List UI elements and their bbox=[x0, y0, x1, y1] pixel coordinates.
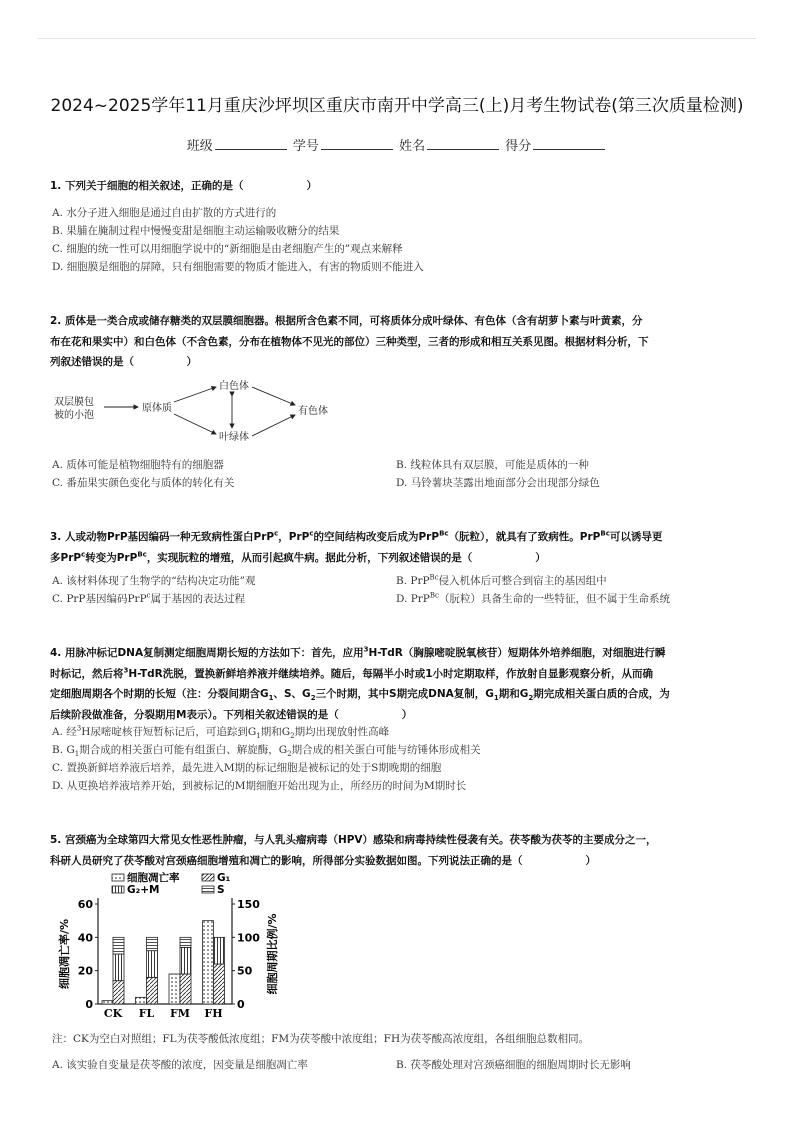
q4-stem bbox=[50, 643, 744, 725]
y-tick-label-left: 0 bbox=[85, 998, 93, 1011]
diagram-arrows bbox=[52, 378, 352, 446]
top-rule bbox=[38, 38, 756, 39]
text: 期和G bbox=[498, 688, 529, 700]
text: 期合成的相关蛋白可能有组蛋白、解旋酶，G bbox=[79, 744, 288, 756]
legend-label: G₁ bbox=[217, 872, 231, 884]
field-id-blank[interactable] bbox=[321, 137, 393, 150]
field-class-blank[interactable] bbox=[215, 137, 287, 150]
chart-axes bbox=[57, 898, 279, 1020]
q5-chart-note: 注：CK为空白对照组；FL为茯苓酸低浓度组；FM为茯苓酸中浓度组；FH为茯苓酸高浓度组，各组细胞总数相同。 bbox=[52, 1033, 590, 1045]
apoptosis-cellcycle-chart bbox=[54, 872, 284, 1022]
sup: Bc bbox=[429, 573, 439, 582]
text: 3. 人或动物PrP基因编码一种无致病性蛋白PrP bbox=[50, 531, 275, 543]
q5-option-a[interactable]: A. 该实验自变量是茯苓酸的浓度，因变量是细胞凋亡率 bbox=[52, 1059, 308, 1071]
text: A. 经 bbox=[52, 726, 77, 738]
bar-stack-FH bbox=[214, 964, 225, 1004]
bar-stack-FL bbox=[147, 951, 158, 978]
text: H-TdR（胸腺嘧啶脱氧核苷）短期体外培养细胞，对细胞进行瞬 bbox=[368, 647, 666, 659]
arrow-proplastid-to-chloroplast bbox=[174, 414, 216, 434]
sub: 2 bbox=[310, 694, 316, 703]
bar-stack-CK bbox=[113, 937, 124, 954]
legend-swatch bbox=[202, 886, 214, 893]
text: 期合成的相关蛋白可能与纺锤体形成相关 bbox=[291, 744, 481, 756]
bar-stack-FL bbox=[147, 977, 158, 1004]
q2-stem-line: 布在花和果实中）和白色体（不含色素，分布在植物体不见光的部位）三种类型，三者的形成和相互关系见图。根据材料分析，下 bbox=[50, 335, 649, 348]
q4-option-a[interactable] bbox=[52, 723, 389, 741]
sub: 1 bbox=[256, 732, 261, 741]
sup: Bc bbox=[429, 591, 439, 600]
q2-option-c[interactable]: C. 番茄果实颜色变化与质体的转化有关 bbox=[52, 477, 235, 489]
chart-bars bbox=[102, 921, 225, 1004]
field-name-label: 姓名 bbox=[399, 139, 426, 154]
field-score-blank[interactable] bbox=[533, 137, 605, 150]
legend-label: 细胞凋亡率 bbox=[127, 872, 180, 884]
bar-stack-CK bbox=[113, 981, 124, 1004]
q5-stem-line: 科研人员研究了茯苓酸对宫颈癌细胞增殖和凋亡的影响，所得部分实验数据如图。下列说法正确的是（ ） bbox=[50, 854, 596, 867]
bar-stack-FM bbox=[180, 937, 191, 947]
text: 属于基因的表达过程 bbox=[150, 593, 246, 605]
field-id-label: 学号 bbox=[292, 139, 319, 154]
legend-swatch bbox=[112, 886, 124, 893]
text: 转变为PrP bbox=[85, 551, 138, 564]
q4-option-c[interactable]: C. 置换新鲜培养液后培养，最先进入M期的标记细胞是被标记的处于S期晚期的细胞 bbox=[52, 762, 442, 774]
q4-stem-line bbox=[50, 684, 744, 705]
text: 三个时期，其中S期完成DNA复制，G bbox=[315, 688, 494, 700]
field-name-blank[interactable] bbox=[427, 137, 499, 150]
text: 侵入机体后可整合到宿主的基因组中 bbox=[438, 575, 607, 587]
legend-swatch bbox=[202, 874, 214, 881]
sup: c bbox=[309, 529, 314, 538]
q2-stem bbox=[50, 311, 744, 373]
sup: 3 bbox=[76, 724, 82, 733]
text: （朊粒）具备生命的一些特征，但不属于生命系统 bbox=[438, 593, 670, 605]
q1-stem: 1. 下列关于细胞的相关叙述，正确的是（ ） bbox=[50, 180, 317, 192]
sup: Bc bbox=[600, 529, 610, 538]
bar-stack-FM bbox=[180, 947, 191, 974]
q3-stem-line bbox=[50, 527, 744, 548]
field-score-label: 得分 bbox=[505, 139, 532, 154]
q4-option-d[interactable]: D. 从更换培养液培养开始，到被标记的M期细胞开始出现为止，所经历的时间为M期时长 bbox=[52, 780, 467, 792]
sup: Bc bbox=[439, 529, 449, 538]
bar-stack-FM bbox=[180, 974, 191, 1004]
q5-stem bbox=[50, 830, 744, 871]
diagram-source-line: 双层膜包 bbox=[54, 397, 94, 408]
diagram-chloroplast-label: 叶绿体 bbox=[219, 432, 249, 443]
q5-option-b[interactable]: B. 茯苓酸处理对宫颈癌细胞的细胞周期时长无影响 bbox=[396, 1059, 631, 1071]
y-tick-label-right: 150 bbox=[237, 898, 260, 911]
q2-option-d[interactable]: D. 马铃薯块茎露出地面部分会出现部分绿色 bbox=[396, 477, 600, 489]
bar-stack-CK bbox=[113, 954, 124, 981]
q3-option-c[interactable] bbox=[52, 590, 245, 608]
bar-stack-FL bbox=[147, 937, 158, 950]
text: H-TdR洗脱，置换新鲜培养液并继续培养。随后，每隔半小时或1小时定期取样，作放射自显影观察分析，从而确 bbox=[128, 667, 654, 680]
bar-apoptosis-CK bbox=[102, 1001, 113, 1004]
arrow-chloroplast-to-chromoplast bbox=[252, 415, 295, 436]
bar-apoptosis-FM bbox=[169, 974, 180, 1004]
diagram-chromoplast-label: 有色体 bbox=[298, 406, 328, 417]
legend-label: S bbox=[217, 884, 225, 896]
sup: c bbox=[274, 529, 279, 538]
sup: 3 bbox=[123, 666, 129, 674]
q4-option-b[interactable] bbox=[52, 741, 481, 759]
text: 4. 用脉冲标记DNA复制测定细胞周期长短的方法如下：首先，应用 bbox=[50, 647, 364, 659]
text: 期完成相关蛋白质的合成，为 bbox=[533, 688, 670, 700]
text: 可以诱导更 bbox=[609, 531, 663, 543]
q2-option-b[interactable]: B. 线粒体具有双层膜，可能是质体的一种 bbox=[396, 459, 589, 471]
text: 期均出现放射性高峰 bbox=[294, 726, 390, 738]
plastid-diagram bbox=[52, 378, 352, 446]
q1-option-a[interactable]: A. 水分子进入细胞是通过自由扩散的方式进行的 bbox=[52, 207, 277, 219]
sup: 3 bbox=[363, 645, 369, 654]
sup: c bbox=[146, 591, 151, 600]
sub: 2 bbox=[528, 694, 534, 703]
q3-stem bbox=[50, 527, 744, 568]
q2-stem-line: 列叙述错误的是（ ） bbox=[50, 356, 197, 368]
chart-legend bbox=[112, 872, 231, 896]
y-axis-label-left: 细胞凋亡率/% bbox=[58, 918, 71, 990]
text: 、S、G bbox=[273, 688, 311, 700]
text: ，实现朊粒的增殖，从而引起疯牛病。据此分析，下列叙述错误的是（ ） bbox=[146, 551, 546, 564]
x-tick-label: FL bbox=[138, 1007, 155, 1020]
x-tick-label: FH bbox=[204, 1007, 223, 1020]
text: 多PrP bbox=[50, 551, 82, 564]
y-tick-label-left: 60 bbox=[77, 898, 93, 911]
q2-option-a[interactable]: A. 质体可能是植物细胞特有的细胞器 bbox=[52, 459, 224, 471]
text: B. PrP bbox=[396, 575, 430, 587]
q4-stem-line bbox=[50, 643, 744, 664]
y-tick-label-left: 40 bbox=[77, 931, 93, 945]
diagram-source-line: 被的小泡 bbox=[54, 410, 94, 421]
y-tick-label-right: 0 bbox=[237, 998, 245, 1011]
legend-label: G₂+M bbox=[127, 884, 160, 896]
q5-stem-line: 5. 宫颈癌为全球第四大常见女性恶性肿瘤，与人乳头瘤病毒（HPV）感染和病毒持续性侵袭有关。茯苓酸为茯苓的主要成分之一， bbox=[50, 834, 657, 846]
x-tick-label: CK bbox=[103, 1007, 123, 1020]
text: B. G bbox=[52, 744, 75, 756]
sup: c bbox=[81, 550, 86, 558]
text: 定细胞周期各个时期的长短（注：分裂间期含G bbox=[50, 688, 269, 700]
diagram-proplastid-label: 原体质 bbox=[142, 403, 172, 414]
text: 时标记，然后将 bbox=[50, 667, 124, 680]
field-class-label: 班级 bbox=[186, 139, 213, 154]
text: C. PrP基因编码PrP bbox=[52, 593, 147, 605]
q2-stem-line: 2. 质体是一类合成或储存糖类的双层膜细胞器。根据所含色素不同，可将质体分成叶绿体、有色体（含有胡萝卜素与叶黄素，分 bbox=[50, 315, 643, 327]
text: 的空间结构改变后成为PrP bbox=[313, 531, 440, 543]
sup: Bc bbox=[137, 550, 147, 558]
diagram-leucoplast-label: 白色体 bbox=[219, 381, 249, 392]
sub: 1 bbox=[74, 750, 80, 759]
y-tick-label-left: 20 bbox=[77, 964, 93, 978]
q1-option-b[interactable]: B. 果脯在腌制过程中慢慢变甜是细胞主动运输吸收糖分的结果 bbox=[52, 225, 340, 237]
y-tick-label-right: 100 bbox=[237, 931, 260, 945]
sub: 1 bbox=[493, 694, 499, 703]
q1-option-c[interactable]: C. 细胞的统一性可以用细胞学说中的“新细胞是由老细胞产生的”观点来解释 bbox=[52, 243, 403, 255]
q3-option-b[interactable] bbox=[396, 572, 607, 590]
sub: 1 bbox=[268, 694, 274, 703]
text: H尿嘧啶核苷短暂标记后，可追踪到G bbox=[81, 726, 257, 738]
bar-apoptosis-FH bbox=[203, 921, 214, 1004]
q3-option-d[interactable] bbox=[396, 590, 670, 608]
text: D. PrP bbox=[396, 593, 430, 605]
q1-option-d[interactable]: D. 细胞膜是细胞的屏障，只有细胞需要的物质才能进入，有害的物质则不能进入 bbox=[52, 261, 424, 273]
legend-swatch bbox=[112, 874, 124, 881]
x-tick-label: FM bbox=[170, 1007, 190, 1020]
sub: 2 bbox=[290, 732, 295, 741]
sub: 2 bbox=[287, 750, 292, 759]
bar-apoptosis-FL bbox=[136, 997, 147, 1004]
text: （朊粒），就具有了致病性。PrP bbox=[448, 531, 601, 543]
q4-stem-line bbox=[50, 664, 744, 685]
y-axis-label-right: 细胞周期比例/% bbox=[266, 913, 279, 995]
y-tick-label-right: 50 bbox=[237, 964, 253, 978]
text: ，PrP bbox=[278, 531, 310, 543]
q3-option-a[interactable]: A. 该材料体现了生物学的“结构决定功能”观 bbox=[52, 575, 256, 587]
page-title: 2024~2025学年11月重庆沙坪坝区重庆市南开中学高三(上)月考生物试卷(第三次质量检测) bbox=[50, 96, 744, 116]
q3-stem-line bbox=[50, 548, 744, 569]
q4-stem-line: 后续阶段做准备，分裂期用M表示）。下列相关叙述错误的是（ ） bbox=[50, 708, 413, 721]
arrow-proplastid-to-leucoplast bbox=[174, 387, 216, 402]
student-info-line bbox=[0, 135, 794, 154]
arrow-leucoplast-to-chromoplast bbox=[252, 387, 295, 405]
bar-stack-FH bbox=[214, 937, 225, 964]
text: 期和G bbox=[260, 726, 291, 738]
